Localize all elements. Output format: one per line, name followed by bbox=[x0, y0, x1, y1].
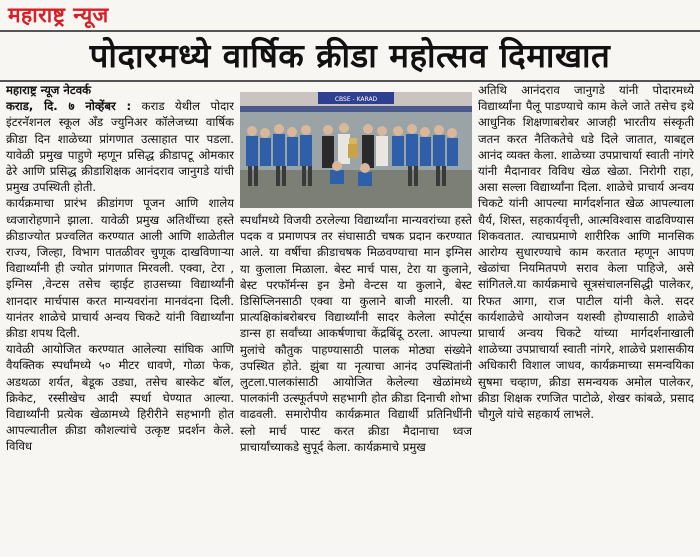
paragraph-1-text: कराड येथील पोदार इंटरनॅशनल स्कूल अँड ज्युनिअर कॉलेजच्या वार्षिक क्रीडा दिन शाळेच्या प्रांगणात उत्साहात पार पडला. यावेळी प्रमुख पाहुणे म्हणून प्रसिद्ध क्रीडापटू ओमकार ढेरे आणि प्रसिद्ध क्रीडाशिक्षक आनंदराव जानुगडे यांची प्रमुख उपस्थिती होती. bbox=[6, 99, 234, 195]
event-photo bbox=[240, 92, 472, 208]
paragraph-3: यावेळी आयोजित करण्यात आलेल्या सांघिक आणि वैयक्तिक स्पर्धांमध्ये ५० मीटर धावणे, गोळा फेक, अडथळा शर्यत, बेडूक उड्या, तसेच बास्केट बॉल, क्रिकेट, रस्सीखेच आदी स्पर्धा घेण्यात आल्या. विद्यार्थ्यांनी प्रत्येक खेळामध्ये हिरीरीने सहभागी होत आपल्यातील क्रीडा कौशल्यांचे उत्कृष्ट प्रदर्शन केले. विविध bbox=[6, 342, 234, 454]
column-3 bbox=[478, 82, 694, 554]
photo-illustration bbox=[240, 92, 472, 208]
paragraph-4: स्पर्धांमध्ये विजयी ठरलेल्या विद्यार्थ्यांना मान्यवरांच्या हस्ते पदक व प्रमाणपत्र तर संघासाठी चषक प्रदान करण्यात आले. या वर्षीचा क्रीडाचषक मिळवण्याचा मान इग्निस या कुलाला मिळाला. बेस्ट मार्च पास, टेरा या कुलाने, बेस्ट परफॉर्मन्स इन डेमो वेन्टस या कुलाने, बेस्ट डिसिप्लिनसाठी एक्वा या कुलाने बाजी मारली. या प्रात्यक्षिकांबरोबरच विद्यार्थ्यांनी सादर केलेला स्पोर्ट्स डान्स हा सर्वांच्या आकर्षणाचा केंद्रबिंदू ठरला. आपल्या मुलांचे कौतुक पाहण्यासाठी पालक मोठ्या संख्येने उपस्थित होते. झुंबा या नृत्याचा आनंद उपस्थितांनी लुटला.पालकांसाठी आयोजित केलेल्या खेळांमध्ये पालकांनी उत्स्फूर्तपणे सहभागी होत क्रीडा दिनाची शोभा वाढवली. समारोपीय कार्यक्रमात विद्यार्थी प्रतिनिधींनी स्लो मार्च पास्ट करत क्रीडा मैदानाचा ध्वज प्राचार्यांच्याकडे सुपूर्द केला. कार्यक्रमाचे प्रमुख bbox=[240, 213, 472, 454]
byline bbox=[6, 82, 234, 98]
byline-text: महाराष्ट्र न्यूज नेटवर्क bbox=[6, 83, 92, 97]
brand-name: महाराष्ट्र न्यूज bbox=[8, 3, 109, 27]
paragraph-2: कार्यक्रमाचा प्रारंभ क्रीडांगण पूजन आणि शालेय ध्वजारोहणाने झाला. यावेळी प्रमुख अतिथींच्या हस्ते क्रीडाज्योत प्रज्वलित करण्यात आली आणि शाळेतील राज्य, जिल्हा, विभाग पातळीवर चुणूक दाखविणाऱ्या विद्यार्थ्यांनी ही ज्योत प्रांगणात मिरवली. एक्वा, टेरा , इग्निस ,वेन्टस तसेच व्हाईट हाउसच्या विद्यार्थ्यांनी शानदार मार्चपास करत मान्यवरांना मानवंदना दिली. यानंतर शाळेचे प्राचार्य अन्वय चिकटे यांनी विद्यार्थ्यांना क्रीडा शपथ दिली. bbox=[6, 196, 234, 341]
dateline: कराड, दि. ७ नोव्हेंबर : bbox=[6, 99, 132, 114]
column-2 bbox=[240, 212, 472, 554]
headline: पोदारमध्ये वार्षिक क्रीडा महोत्सव दिमाखात bbox=[0, 30, 700, 82]
paragraph-5: अतिथि आनंदराव जानुगडे यांनी पोदारमध्ये विद्यार्थ्यांना पैलू पाडण्याचे काम केले जाते तसेच इथे आधुनिक शिक्षणाबरोबर आजही भारतीय संस्कृती जतन करत नैतिकतेचे धडे दिले जातात, याबद्दल आनंद व्यक्त केला. शाळेच्या उपप्राचार्या स्वाती नांगरे यांनी मैदानावर विविध खेळ खेळा. निरोगी राहा, असा सल्ला विद्यार्थ्यांना दिला. शाळेचे प्राचार्य अन्वय चिकटे यांनी आपल्या मार्गदर्शनात खेळ आपल्याला धैर्य, शिस्त, सहकार्यवृत्ती, आत्मविश्वास वाढविण्यास शिकवतात. त्याचप्रमाणे शारीरिक आणि मानसिक आरोग्य सुधारण्याचे काम करतात म्हणून आपण खेळांचा नियमितपणे सराव केला पाहिजे, असे सांगितले.या कार्यक्रमाचे सूत्रसंचालनसिद्धी पालेकर, रिफत आगा, राज पाटील यांनी केले. सदर कार्यशाळेचे आयोजन यशस्वी होण्यासाठी शाळेचे प्राचार्य अन्वय चिकटे यांच्या मार्गदर्शनाखाली शाळेच्या उपप्राचार्या स्वाती नांगरे, शाळेचे प्रशासकीय अधिकारी विशाल जाधव, कार्यक्रमाच्या समन्वयिका सुषमा चव्हाण, क्रीडा समन्वयक अमोल पालेकर, क्रीडा शिक्षक रणजित पाटोळे, शेखर कांबळे, प्रसाद चौगुले यांचे सहकार्य लाभले. bbox=[478, 83, 694, 422]
paragraph-1 bbox=[6, 98, 234, 195]
masthead bbox=[0, 0, 700, 30]
column-1 bbox=[6, 82, 234, 554]
photo-banner-text: CBSE - KARAD bbox=[334, 96, 378, 103]
